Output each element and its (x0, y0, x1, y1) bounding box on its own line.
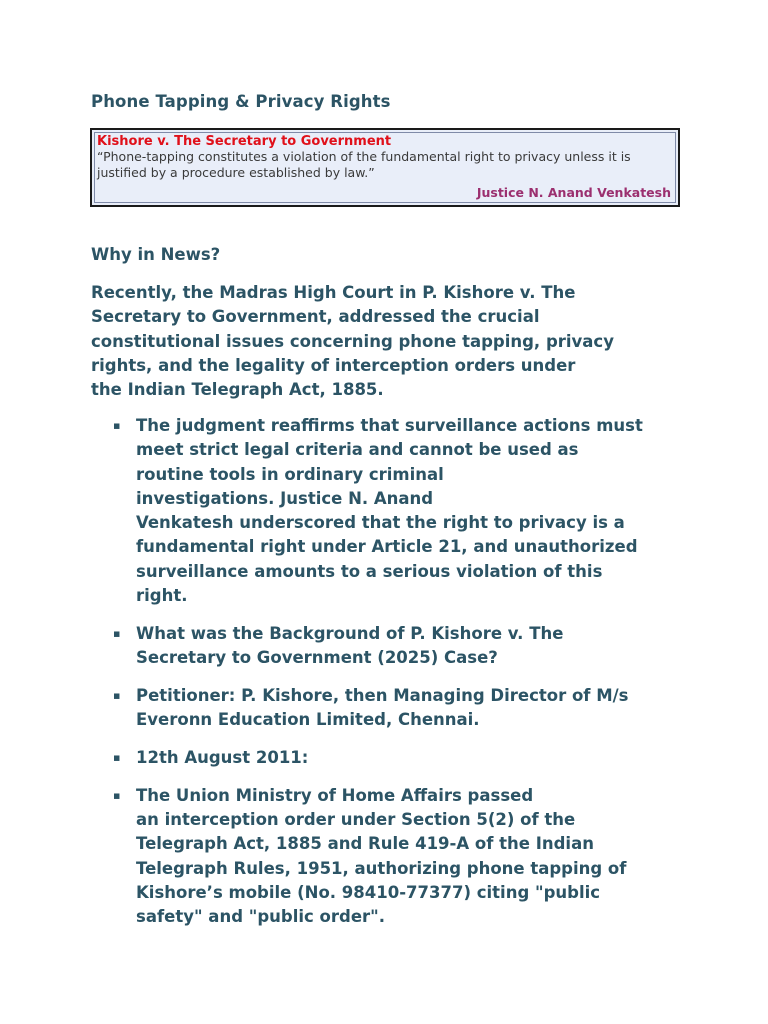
quote-text (97, 149, 673, 180)
bullet-item-judgment (91, 414, 691, 608)
bullet-line: What was the Background of P. Kishore v. The (136, 623, 564, 643)
bullet-line: meet strict legal criteria and cannot be used as (136, 440, 579, 460)
quote-author: Justice N. Anand Venkatesh (476, 185, 671, 200)
bullet-line: fundamental right under Article 21, and unauthorized (136, 537, 638, 557)
bullet-line: Secretary to Government (2025) Case? (136, 648, 498, 668)
quote-box (90, 128, 680, 207)
bullet-line: investigations. Justice N. Anand (136, 488, 434, 508)
intro-paragraph (91, 281, 671, 402)
bullet-line: The judgment reaffirms that surveillance actions must (136, 416, 643, 435)
bullet-line: Telegraph Act, 1885 and Rule 419-A of the Indian (136, 834, 594, 854)
bullet-line: The Union Ministry of Home Affairs passed (136, 785, 534, 805)
bullet-line: Telegraph Rules, 1951, authorizing phone tapping of (136, 858, 627, 878)
bullet-list (91, 414, 691, 943)
intro-line: rights, and the legality of interception orders under (91, 355, 576, 375)
bullet-line: Venkatesh underscored that the right to privacy is a (136, 513, 625, 533)
quote-line: justified by a procedure established by law.” (97, 164, 375, 180)
bullet-line: Petitioner: P. Kishore, then Managing Director of M/s (136, 685, 629, 705)
quote-line: “Phone-tapping constitutes a violation of the fundamental right to privacy unless it is (97, 149, 631, 164)
bullet-square-icon: ▪ (113, 688, 121, 702)
section-heading-why-in-news: Why in News? (91, 245, 221, 264)
intro-line: Recently, the Madras High Court in P. Kishore v. The (91, 283, 576, 302)
bullet-square-icon: ▪ (113, 751, 121, 765)
bullet-item-background (91, 622, 691, 671)
bullet-line: 12th August 2011: (136, 748, 309, 768)
quote-case-name: Kishore v. The Secretary to Government (97, 134, 392, 149)
bullet-line: routine tools in ordinary criminal (136, 464, 444, 484)
quote-box-inner (94, 132, 676, 203)
bullet-square-icon: ▪ (113, 626, 121, 640)
bullet-square-icon: ▪ (113, 788, 121, 802)
bullet-line: an interception order under Section 5(2) of the (136, 810, 576, 830)
bullet-line: right. (136, 586, 188, 606)
intro-line: constitutional issues concerning phone tapping, privacy (91, 331, 614, 351)
bullet-item-date (91, 746, 691, 770)
bullet-line: Kishore’s mobile (No. 98410-77377) citing "public (136, 883, 601, 903)
bullet-square-icon: ▪ (113, 419, 121, 432)
intro-line: the Indian Telegraph Act, 1885. (91, 380, 384, 400)
intro-line: Secretary to Government, addressed the crucial (91, 307, 540, 327)
bullet-line: safety" and "public order". (136, 907, 386, 927)
bullet-line: surveillance amounts to a serious violation of this (136, 561, 603, 581)
bullet-item-petitioner (91, 684, 691, 733)
bullet-line: Everonn Education Limited, Chennai. (136, 710, 480, 730)
bullet-item-interception-order (91, 784, 691, 930)
document-title: Phone Tapping & Privacy Rights (91, 92, 391, 111)
